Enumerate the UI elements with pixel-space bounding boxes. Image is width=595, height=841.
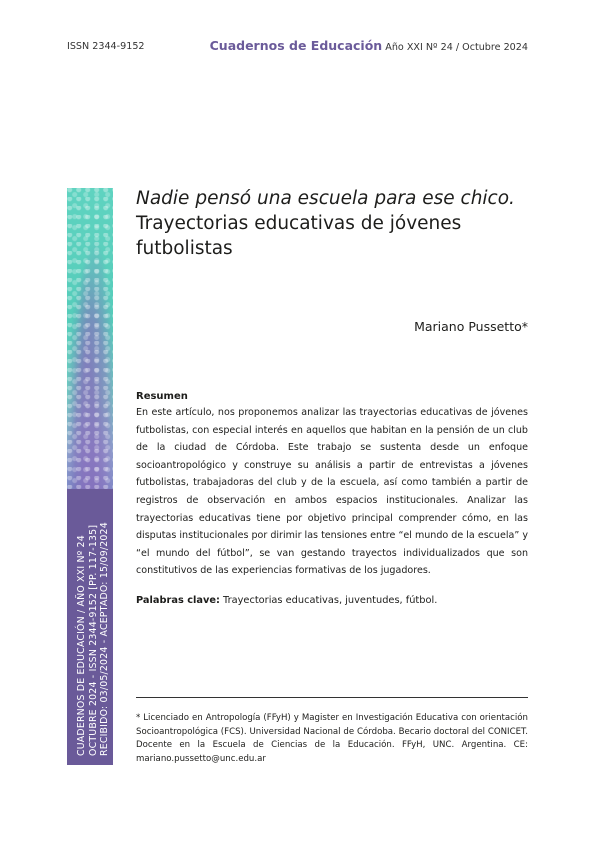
article-title (136, 186, 531, 261)
keywords-label: Palabras clave: (136, 595, 220, 606)
title-italic: Nadie pensó una escuela para ese chico. (136, 188, 515, 209)
sidebar-metadata (76, 496, 111, 756)
sidebar-texture (67, 188, 113, 489)
sidebar-line-2: OCTUBRE 2024 - ISSN 2344-9152 [PP. 117-135] (87, 524, 99, 756)
abstract-heading: Resumen (136, 391, 188, 402)
author-footnote: * Licenciado en Antropología (FFyH) y Magister en Investigación Educativa con orientación Socioantropológica (FCS). Universidad Nacional de Córdoba. Becario doctoral del CONICET. Docente en la Escuela de Ciencias de la Educación. FFyH, UNC. Argentina. CE: mariano.pussetto@unc.edu.ar (136, 713, 528, 764)
issue-label: Año XXI Nº 24 / Octubre 2024 (385, 42, 528, 53)
sidebar-line-3: RECIBIDO: 03/05/2024 - ACEPTADO: 15/09/2024 (99, 522, 111, 756)
sidebar-line-1: CUADERNOS DE EDUCACIÓN / AÑO XXI Nº 24 (76, 535, 87, 756)
abstract-section (136, 391, 528, 580)
journal-name: Cuadernos de Educación (209, 38, 383, 53)
issn-label: ISSN 2344-9152 (67, 41, 145, 52)
title-main: Trayectorias educativas de jóvenes futbolistas (136, 213, 462, 259)
journal-header (210, 38, 528, 53)
footnote-divider (136, 697, 528, 698)
keywords-value: Trayectorias educativas, juventudes, fútbol. (223, 595, 438, 606)
author-name: Mariano Pussetto* (414, 319, 528, 334)
keywords (136, 594, 528, 608)
abstract-body: En este artículo, nos proponemos analizar las trayectorias educativas de jóvenes futbolistas, con especial interés en aquellos que habitan en la pensión de un club de la ciudad de Córdoba. Este trabajo se sustenta desde un enfoque socioantropológico y construye su análisis a partir de entrevistas a jóvenes futbolistas, trabajadoras del club y de la escuela, así como también a partir de registros de observación en ambos espacios institucionales. Analizar las trayectorias educativas tiene por objetivo principal comprender cómo, en las disputas institucionales por dirimir las tensiones entre “el mundo de la escuela” y “el mundo del fútbol”, se van gestando trayectos individualizados que son constitutivos de las experiencias formativas de los jugadores. (136, 407, 528, 577)
